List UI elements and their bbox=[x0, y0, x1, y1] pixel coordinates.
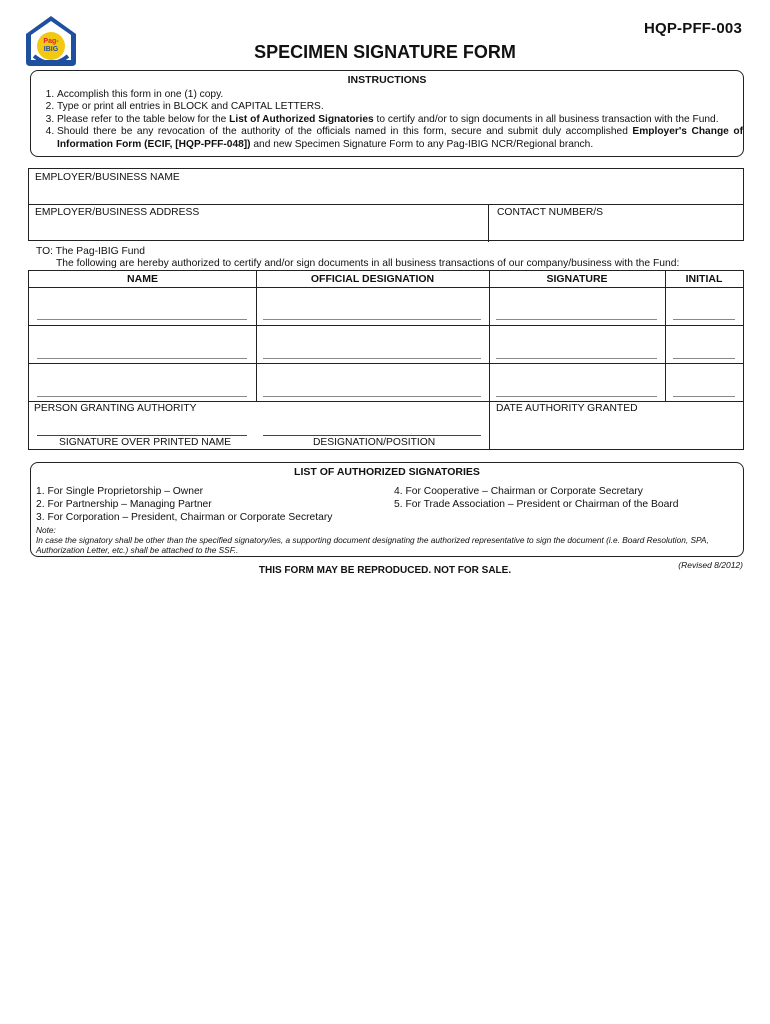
column-header-name: NAME bbox=[29, 271, 256, 288]
employer-block bbox=[28, 168, 744, 241]
column-divider-1 bbox=[256, 271, 257, 401]
authorized-item-1: 1. For Single Proprietorship – Owner bbox=[36, 486, 204, 497]
signatory-2-name-field[interactable] bbox=[37, 358, 247, 359]
signatory-3-designation-field[interactable] bbox=[263, 396, 481, 397]
employer-name-field[interactable] bbox=[29, 169, 743, 205]
authorized-signatories-box bbox=[30, 462, 744, 557]
employer-address-field[interactable] bbox=[29, 205, 488, 242]
authorized-item-4: 4. For Cooperative – Chairman or Corporate Secretary bbox=[394, 486, 643, 497]
row-divider-2 bbox=[29, 363, 743, 364]
logo-text-ibig: IBIG bbox=[43, 46, 59, 53]
employer-address-label: EMPLOYER/BUSINESS ADDRESS bbox=[35, 207, 200, 218]
authorized-item-2: 2. For Partnership – Managing Partner bbox=[36, 499, 212, 510]
date-authority-granted-label: DATE AUTHORITY GRANTED bbox=[496, 403, 638, 414]
addressee-block bbox=[36, 246, 679, 270]
signatory-1-designation-field[interactable] bbox=[263, 319, 481, 320]
column-divider-3 bbox=[665, 271, 666, 401]
instruction-3-tail: to certify and/or to sign documents in all business transaction with the Fund. bbox=[373, 113, 719, 125]
instruction-4-tail: and new Specimen Signature Form to any Pag-IBIG NCR/Regional branch. bbox=[250, 138, 594, 150]
signatory-1-name-field[interactable] bbox=[37, 319, 247, 320]
note bbox=[36, 525, 741, 555]
instruction-1: 1. Accomplish this form in one (1) copy. bbox=[57, 89, 743, 101]
note-label: Note: bbox=[36, 525, 56, 535]
instruction-3 bbox=[57, 114, 743, 126]
signatory-1-signature-field[interactable] bbox=[496, 319, 657, 320]
instructions-list bbox=[31, 89, 743, 151]
page-title: SPECIMEN SIGNATURE FORM bbox=[254, 42, 516, 62]
instruction-3-bold: List of Authorized Signatories bbox=[229, 113, 374, 125]
revision-date: (Revised 8/2012) bbox=[678, 560, 743, 570]
instruction-4-text: Should there be any revocation of the authority of the officials named in this form, secure and submit duly accomplished bbox=[57, 126, 633, 138]
signatory-1-initial-field[interactable] bbox=[673, 319, 735, 320]
signatory-2-initial-field[interactable] bbox=[673, 358, 735, 359]
authorized-list-right bbox=[394, 485, 678, 511]
column-header-designation: OFFICIAL DESIGNATION bbox=[256, 271, 489, 288]
signature-over-printed-name-caption: SIGNATURE OVER PRINTED NAME bbox=[59, 437, 232, 448]
signatories-table bbox=[28, 270, 744, 450]
contact-number-label: CONTACT NUMBER/S bbox=[497, 207, 604, 218]
authorized-item-3: 3. For Corporation – President, Chairman or Corporate Secretary bbox=[36, 512, 333, 523]
signatory-3-name-field[interactable] bbox=[37, 396, 247, 397]
authorized-signatories-heading: LIST OF AUTHORIZED SIGNATORIES bbox=[294, 466, 480, 478]
instruction-3-text: Please refer to the table below for the bbox=[57, 113, 230, 125]
addressee-line: TO: The Pag-IBIG Fund bbox=[36, 246, 145, 257]
authorized-list-left bbox=[36, 485, 332, 524]
signatory-2-designation-field[interactable] bbox=[263, 358, 481, 359]
contact-number-field[interactable] bbox=[489, 205, 743, 242]
authority-signature-field[interactable] bbox=[37, 435, 247, 436]
instructions-heading: INSTRUCTIONS bbox=[347, 74, 427, 86]
signatory-3-signature-field[interactable] bbox=[496, 396, 657, 397]
note-text: In case the signatory shall be other than the specified signatory/ies, a supporting document designating the authorized representative to sign the document (i.e. Board Resolution, SPA, Authorization Letter, etc.) shall be attached to the SSF.. bbox=[36, 535, 709, 555]
authority-designation-field[interactable] bbox=[263, 435, 481, 436]
instruction-2: 2. Type or print all entries in BLOCK and CAPITAL LETTERS. bbox=[57, 101, 743, 113]
instructions-box bbox=[30, 70, 744, 157]
column-header-signature: SIGNATURE bbox=[489, 271, 665, 288]
employer-name-label: EMPLOYER/BUSINESS NAME bbox=[35, 172, 180, 183]
signatory-2-signature-field[interactable] bbox=[496, 358, 657, 359]
authorized-item-5: 5. For Trade Association – President or Chairman of the Board bbox=[394, 499, 679, 510]
date-authority-granted-field[interactable] bbox=[490, 402, 742, 449]
instruction-4-bold: Employer's Change of Information Form (ECIF, [HQP-PFF-048]) bbox=[57, 126, 743, 150]
reproduction-notice: THIS FORM MAY BE REPRODUCED. NOT FOR SALE. bbox=[258, 565, 512, 576]
column-header-initial: INITIAL bbox=[665, 271, 743, 288]
person-granting-authority-label: PERSON GRANTING AUTHORITY bbox=[34, 403, 197, 414]
signatory-3-initial-field[interactable] bbox=[673, 396, 735, 397]
logo-text-pag: Pag- bbox=[43, 38, 59, 45]
row-divider-1 bbox=[29, 325, 743, 326]
form-code: HQP-PFF-003 bbox=[643, 20, 742, 37]
authorization-statement: The following are hereby authorized to certify and/or sign documents in all business transactions of our company/business with the Fund: bbox=[56, 258, 680, 269]
designation-position-caption: DESIGNATION/POSITION bbox=[313, 437, 436, 448]
instruction-4 bbox=[57, 126, 743, 151]
